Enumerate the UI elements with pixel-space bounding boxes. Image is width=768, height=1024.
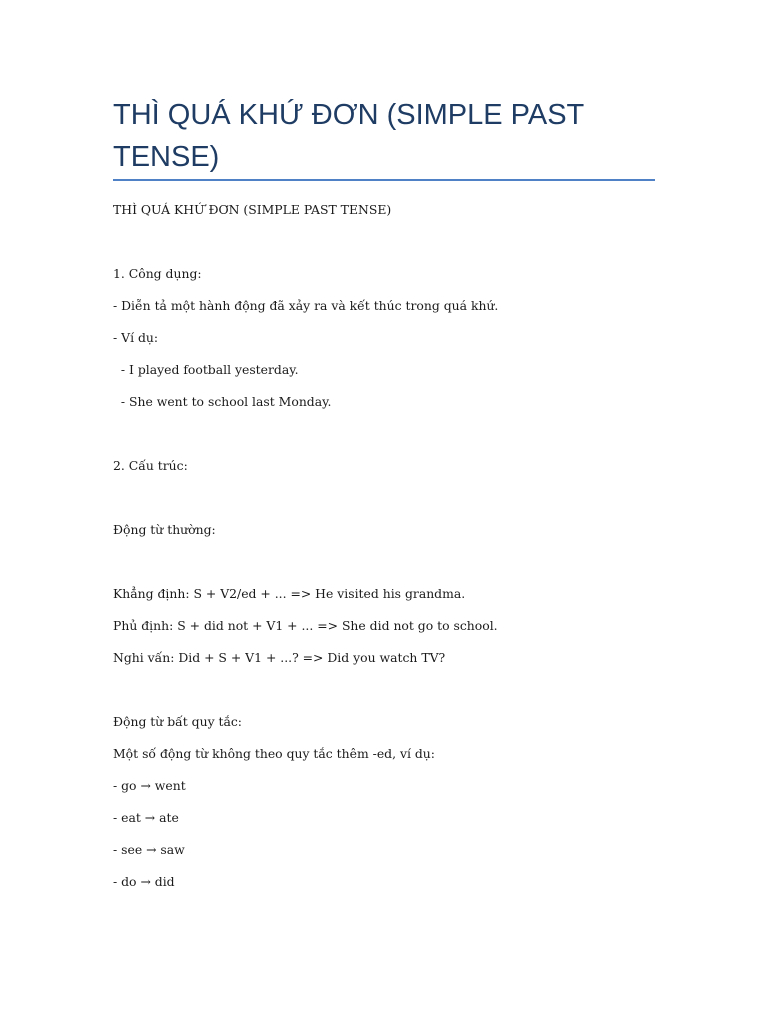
- document-title: THÌ QUÁ KHỨ ĐƠN (SIMPLE PAST TENSE): [113, 99, 584, 173]
- irregular-verbs-intro: Một số động từ không theo quy tắc thêm -ed, ví dụ:: [113, 746, 435, 761]
- regular-verbs-heading: Động từ thường:: [113, 522, 216, 537]
- examples-label: - Ví dụ:: [113, 330, 159, 345]
- question-form: Nghi vấn: Did + S + V1 + ...? => Did you watch TV?: [113, 650, 446, 665]
- usage-heading: 1. Công dụng:: [113, 266, 202, 281]
- usage-description: - Diễn tả một hành động đã xảy ra và kết thúc trong quá khứ.: [113, 298, 499, 313]
- irregular-verbs-heading: Động từ bất quy tắc:: [113, 714, 242, 729]
- subtitle: THÌ QUÁ KHỨ ĐƠN (SIMPLE PAST TENSE): [113, 202, 392, 217]
- example-item: - She went to school last Monday.: [113, 394, 332, 409]
- irregular-verb-item: - do → did: [113, 874, 175, 889]
- title-underline: [113, 179, 655, 181]
- irregular-verb-item: - see → saw: [113, 842, 185, 857]
- example-item: - I played football yesterday.: [113, 362, 299, 377]
- structure-heading: 2. Cấu trúc:: [113, 458, 188, 473]
- irregular-verb-item: - eat → ate: [113, 810, 179, 825]
- irregular-verb-item: - go → went: [113, 778, 186, 793]
- affirmative-form: Khẳng định: S + V2/ed + ... => He visited his grandma.: [113, 586, 466, 601]
- negative-form: Phủ định: S + did not + V1 + ... => She did not go to school.: [113, 618, 498, 633]
